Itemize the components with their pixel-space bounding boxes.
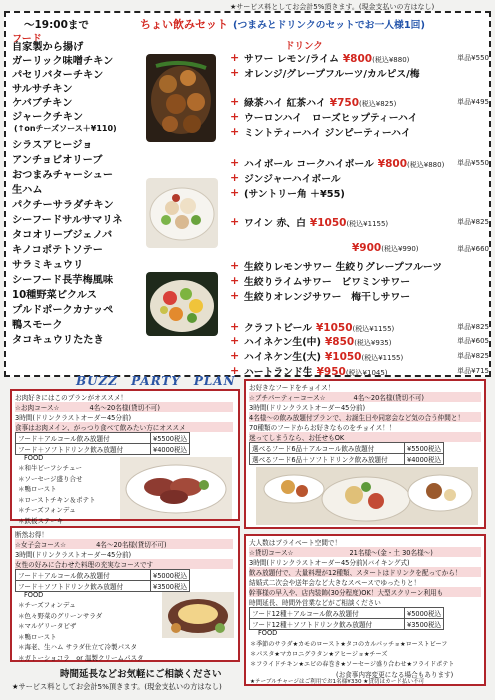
food-item: シーフード長芋梅風味 bbox=[12, 275, 114, 286]
list-item: ＊鴨ロースト bbox=[18, 632, 57, 641]
list-item: ＊マルゲリータピザ bbox=[18, 622, 77, 630]
single-price: 単品¥825 bbox=[457, 323, 489, 331]
photo-meat-platter bbox=[120, 457, 232, 519]
card4-note-menu: (お食事内容変更になる場合もあります) bbox=[336, 671, 454, 679]
card4-food-label: FOOD bbox=[258, 629, 278, 637]
drink-name: ハイネケン生(中) bbox=[244, 337, 321, 348]
single-price: 単品¥550 bbox=[457, 54, 489, 62]
card2-time: 3時間(ドリンクラストオーダー45分前) bbox=[249, 404, 366, 412]
card2-row2-label: 選べるフード6品＋ソフトドリンク飲み放題付 bbox=[250, 454, 405, 465]
card3-name: ☆女子会コース☆ bbox=[15, 541, 67, 549]
card1-note: 食事はお肉メイン、がっつり食べて飲みたい方にオススメ bbox=[15, 422, 233, 432]
until-label: ～19:00まで bbox=[24, 19, 89, 31]
food-item: アンチョビオリーブ bbox=[12, 155, 103, 166]
food-item: ガーリック味噌チキン bbox=[12, 56, 114, 67]
drink-line bbox=[244, 334, 391, 348]
card4-item1: ＊季節のサラダ★カモのロースト★タコのカルパッチョ★ローストビーフ bbox=[250, 641, 448, 648]
card4-row2-price: ¥3500税込 bbox=[405, 619, 444, 630]
drink-name: ハイボール コークハイボール bbox=[244, 159, 374, 170]
photo-pickles bbox=[146, 272, 218, 336]
card4-item2: ＊パスタ★マカロニグラタン★アヒージョ★チーズ bbox=[250, 651, 388, 658]
drink-line bbox=[244, 125, 411, 139]
food-item: サラミキュウリ bbox=[12, 260, 84, 271]
drink-price: ¥1050 bbox=[309, 217, 347, 229]
card3-row1-label: フード＋アルコール飲み放題付 bbox=[16, 570, 151, 581]
list-item: ＊鴨ロースト bbox=[18, 485, 57, 493]
drink-name: (サントリー角 ＋¥55) bbox=[244, 189, 345, 200]
card4-price-table bbox=[249, 607, 444, 630]
food-item: シーフードサルサマリネ bbox=[12, 215, 123, 226]
photo-salad bbox=[146, 178, 218, 248]
plus-icon: + bbox=[230, 66, 240, 79]
card4-row2-label: フード12種＋ソフトドリンク飲み放題付 bbox=[250, 619, 405, 630]
card1-row1-price: ¥5500税込 bbox=[151, 433, 190, 444]
card2-note2: 70種類のフードからお好きなものをチョイス！！ bbox=[249, 424, 396, 432]
card4-time: 3時間(ドリンクラストオーダー45分前)(バイキング式) bbox=[249, 559, 410, 567]
card1-time: 3時間(ドリンクラストオーダー45分前) bbox=[15, 414, 132, 422]
single-price: 単品¥825 bbox=[457, 218, 489, 226]
card4-row1-label: フード12種＋アルコール飲み放題付 bbox=[250, 608, 405, 619]
plus-icon: + bbox=[230, 334, 240, 347]
card3-food-label: FOOD bbox=[24, 591, 44, 599]
photo-party-spread bbox=[256, 467, 478, 525]
list-item: ＊鉄板ステーキ bbox=[18, 516, 64, 525]
plus-icon: + bbox=[230, 125, 240, 138]
food-item: 鴨スモーク bbox=[12, 320, 63, 331]
card4-footer: ★テーブルチャージはご利用でお1名様¥330 ★貸切はカード払い不可 bbox=[250, 679, 425, 685]
card4-note2: 結婚式二次会や送年会など大きなスペースでゆったりと！ bbox=[249, 579, 421, 587]
card3-time: 3時間(ドリンクラストオーダー45分前) bbox=[15, 551, 132, 559]
drink-price: ¥950 bbox=[316, 366, 346, 378]
drink-tax: (税込¥1155) bbox=[346, 220, 389, 228]
table-row bbox=[250, 608, 444, 619]
set-title: ちょい飲みセット bbox=[140, 18, 228, 31]
card2-note1: 4名様～の飲み放題付プランで、お誕生日や同窓会など気の合う仲間と！ bbox=[249, 412, 481, 422]
card1-intro: お肉好きにはこのプランがオススメ！ bbox=[15, 394, 128, 402]
card1-food-list bbox=[18, 463, 96, 526]
card2-name-row bbox=[249, 392, 481, 402]
card1-row1-label: フード＋アルコール飲み放題付 bbox=[16, 433, 151, 444]
drink-line bbox=[244, 215, 388, 229]
drink-line bbox=[244, 274, 410, 288]
drink-price: ¥900 bbox=[352, 242, 382, 254]
food-item: ジャークチキン bbox=[12, 112, 84, 123]
drink-name: ウーロンハイ ローズヒップティーハイ bbox=[244, 113, 418, 124]
drink-name: オレンジ/グレープフルーツ/カルピス/梅 bbox=[244, 69, 420, 80]
drink-name: サワー レモン/ライム bbox=[244, 54, 339, 65]
card3-food-list bbox=[18, 600, 143, 663]
food-item: 10種野菜ピクルス bbox=[12, 290, 97, 301]
drink-tax: (税込¥990) bbox=[381, 245, 419, 253]
card4-note3: 幹事様の早入や、店内装飾(30分程度)OK！大型スクリーン利用も bbox=[249, 587, 481, 597]
card2-intro: お好きなフードをチョイス！ bbox=[249, 384, 335, 392]
card1-row2-label: フード＋ソフトドリンク飲み放題付 bbox=[16, 444, 151, 455]
drink-label: ドリンク bbox=[285, 41, 323, 52]
card3-price-table bbox=[15, 569, 190, 592]
photo-fried-chicken bbox=[146, 54, 216, 142]
card3-row2-price: ¥3500税込 bbox=[151, 581, 190, 592]
plus-icon: + bbox=[230, 259, 240, 272]
drink-tax: (税込¥825) bbox=[359, 100, 397, 108]
food-item: タコオリーブジェノバ bbox=[12, 230, 113, 241]
drink-name: ジンジャーハイボール bbox=[244, 174, 341, 185]
plus-icon: + bbox=[230, 274, 240, 287]
footer-consult: 時間延長などお気軽にご相談ください bbox=[60, 669, 222, 680]
drink-price: ¥800 bbox=[377, 158, 408, 170]
food-item: ケバブチキン bbox=[12, 98, 73, 109]
plus-icon: + bbox=[230, 364, 240, 377]
food-item: 自家製から揚げ bbox=[12, 42, 84, 53]
food-item: パセリバターチキン bbox=[12, 70, 104, 81]
food-label: フード bbox=[12, 34, 42, 45]
drink-tax: (税込¥1155) bbox=[361, 354, 404, 362]
card4-note4: 時間延長、時間外営業などがご相談ください bbox=[249, 599, 381, 607]
single-price: 単品¥605 bbox=[457, 337, 489, 345]
card4-name-row bbox=[249, 547, 481, 557]
card2-note3: 迷ってしまうなら、お任せもOK bbox=[249, 432, 481, 442]
list-item: ＊ガトーショコラ or 温製クリームパスタ bbox=[18, 653, 144, 662]
plus-icon: + bbox=[230, 156, 240, 169]
food-item: キノコポテトソテー bbox=[12, 245, 103, 256]
card1-price-table bbox=[15, 432, 190, 455]
card2-row1-label: 選べるフード6品＋アルコール飲み放題付 bbox=[250, 443, 405, 454]
card4-row1-price: ¥5000税込 bbox=[405, 608, 444, 619]
drink-line bbox=[348, 242, 419, 254]
drink-line bbox=[244, 171, 341, 185]
card3-note: 女性の好みに合わせた料理の充実なコースです bbox=[15, 559, 233, 569]
table-row bbox=[16, 433, 190, 444]
drink-price: ¥1050 bbox=[316, 322, 353, 334]
drink-line bbox=[244, 156, 444, 170]
drink-name: ワイン 赤、白 bbox=[244, 218, 306, 229]
drink-line bbox=[244, 51, 409, 65]
drink-tax: (税込¥880) bbox=[372, 56, 410, 64]
food-item: おつまみチャーシュー bbox=[12, 170, 114, 181]
food-item: プルドポークカナッペ bbox=[12, 305, 114, 316]
food-item: パクチーサラダチキン bbox=[12, 200, 114, 211]
drink-line bbox=[244, 289, 410, 303]
plus-icon: + bbox=[230, 289, 240, 302]
set-description: (つまみとドリンクのセットでお一人様1回) bbox=[233, 20, 425, 31]
food-item: タコキュウリたたき bbox=[12, 335, 104, 346]
drink-line bbox=[244, 95, 396, 109]
plus-icon: + bbox=[230, 215, 240, 228]
girls-course-card bbox=[10, 526, 240, 662]
drink-price: ¥1050 bbox=[324, 351, 362, 363]
card3-people: 4名～20名様(貸切不可) bbox=[96, 541, 167, 549]
photo-cheese-fondue bbox=[162, 592, 234, 638]
card2-price-table bbox=[249, 442, 444, 465]
plus-icon: + bbox=[230, 320, 240, 333]
drink-tax: (税込¥935) bbox=[354, 339, 392, 347]
drink-tax: (税込¥880) bbox=[407, 161, 445, 169]
drink-line bbox=[244, 186, 345, 200]
list-item: ＊色々野菜のグリーンサラダ bbox=[18, 611, 103, 620]
food-item: (↑onチーズソース＋¥110) bbox=[14, 124, 117, 133]
single-price: 単品¥715 bbox=[457, 367, 489, 375]
card1-name-row bbox=[15, 402, 233, 412]
card1-name: ☆お肉コース☆ bbox=[15, 404, 60, 412]
list-item: ＊和牛ビーフシチュー bbox=[18, 464, 82, 472]
table-row bbox=[250, 443, 444, 454]
single-price: 単品¥550 bbox=[457, 159, 489, 167]
drink-line bbox=[244, 259, 442, 273]
drink-tax: (税込¥1155) bbox=[352, 325, 395, 333]
drink-line bbox=[244, 320, 394, 334]
drink-line bbox=[244, 66, 420, 80]
drink-name: クラフトビール bbox=[244, 323, 312, 334]
list-item: ＊チーズフォンデュ bbox=[18, 506, 76, 514]
meat-course-card bbox=[10, 389, 240, 525]
drink-name: ハイネケン生(大) bbox=[244, 352, 321, 363]
plus-icon: + bbox=[230, 51, 240, 64]
card3-row2-label: フード＋ソフトドリンク飲み放題付 bbox=[16, 581, 151, 592]
card4-name: ☆貸切コース☆ bbox=[249, 549, 294, 557]
drink-tax: (税込¥1045) bbox=[345, 369, 388, 377]
drink-price: ¥750 bbox=[329, 97, 360, 109]
drink-name: ミントティーハイ ジンピーティーハイ bbox=[244, 128, 411, 139]
list-item: ＊海老、生ハム サラダ仕立て冷製パスタ bbox=[18, 643, 138, 651]
drink-line bbox=[244, 110, 418, 124]
drink-name: ハートランド生 bbox=[244, 367, 313, 378]
plus-icon: + bbox=[230, 186, 240, 199]
card2-row1-price: ¥5500税込 bbox=[405, 443, 444, 454]
single-price: 単品¥660 bbox=[457, 245, 489, 253]
drink-name: 緑茶ハイ 紅茶ハイ bbox=[244, 98, 326, 109]
drink-name: 生絞りライムサワー ビワミンサワー bbox=[244, 277, 411, 288]
card2-row2-price: ¥4000税込 bbox=[405, 454, 444, 465]
card4-item3: ＊フライドチキン★エビの春巻き★ソーセージ盛り合わせ★フライドポテト bbox=[250, 661, 455, 668]
card4-intro: 大人数はプライベート空間で！ bbox=[249, 539, 342, 547]
table-row bbox=[250, 454, 444, 465]
drink-name: 生絞りレモンサワー 生絞りグレープフルーツ bbox=[244, 262, 443, 273]
card4-note1: 飲み放題付で、大量料理が12種類、スタートはドリンクを配ってから！ bbox=[249, 567, 481, 577]
single-price: 単品¥825 bbox=[457, 352, 489, 360]
private-course-card bbox=[244, 534, 486, 686]
food-item: シラスアヒージョ bbox=[12, 140, 93, 151]
list-item: ＊チーズフォンデュ bbox=[18, 601, 76, 609]
drink-line bbox=[244, 349, 403, 363]
list-item: ＊ソーセージ盛り合せ bbox=[18, 474, 83, 483]
party-plan-title: BUZZ PARTY PLAN bbox=[76, 374, 236, 388]
card1-food-label: FOOD bbox=[24, 454, 44, 462]
card4-people: 21名様～(金・土 30名様～) bbox=[349, 549, 433, 557]
drink-price: ¥850 bbox=[324, 336, 355, 348]
plus-icon: + bbox=[230, 349, 240, 362]
party-course-card bbox=[244, 379, 486, 529]
plus-icon: + bbox=[230, 110, 240, 123]
table-row bbox=[16, 444, 190, 455]
food-item: 生ハム bbox=[12, 185, 43, 196]
table-row bbox=[250, 619, 444, 630]
plus-icon: + bbox=[230, 171, 240, 184]
table-row bbox=[16, 570, 190, 581]
card1-people: 4名～20名様(貸切不可) bbox=[89, 404, 160, 412]
drink-price: ¥800 bbox=[342, 53, 373, 65]
card2-people: 4名～20名様(貸切不可) bbox=[353, 394, 424, 402]
list-item: ＊ローストチキン＆ポテト bbox=[18, 495, 96, 504]
single-price: 単品¥495 bbox=[457, 98, 489, 106]
card3-intro: 断然お得！ bbox=[15, 531, 48, 539]
footer-service-note: ★サービス料としてお会計5%頂きます。(現金支払いの方はなし) bbox=[12, 682, 222, 691]
top-service-note: ★サービス料としてお会計5%頂きます。(現金支払いの方はなし) bbox=[230, 3, 435, 11]
card2-name: ☆ブチパーティーコース☆ bbox=[249, 394, 326, 402]
drink-line bbox=[244, 364, 388, 378]
plus-icon: + bbox=[230, 95, 240, 108]
drink-name: 生絞りオレンジサワー 梅干しサワー bbox=[244, 292, 411, 303]
table-row bbox=[16, 581, 190, 592]
card3-row1-price: ¥5000税込 bbox=[151, 570, 190, 581]
card1-row2-price: ¥4000税込 bbox=[151, 444, 190, 455]
food-item: サルサチキン bbox=[12, 84, 73, 95]
card3-name-row bbox=[15, 539, 233, 549]
